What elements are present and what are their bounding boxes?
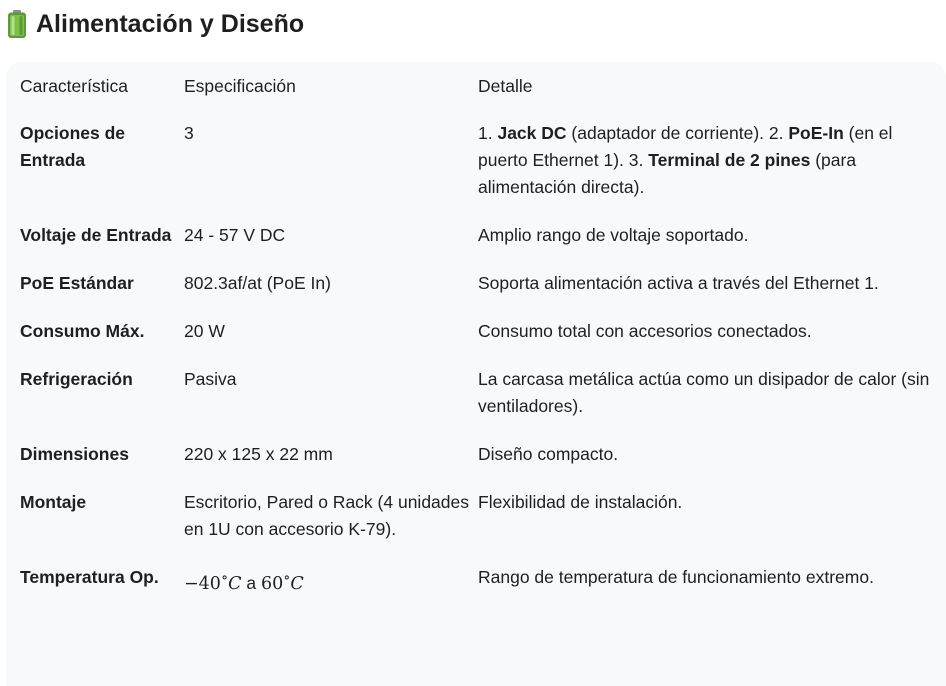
degree-symbol: ∘: [220, 569, 229, 586]
row-detail: Flexibilidad de instalación.: [478, 492, 683, 512]
row-feature: Refrigeración: [20, 369, 133, 389]
section-title: Alimentación y Diseño: [36, 9, 305, 38]
row-feature: Consumo Máx.: [20, 321, 145, 341]
row-spec: 3: [184, 123, 194, 143]
detail-text: (adaptador de corriente). 2.: [566, 123, 789, 143]
temperature-high-math: [260, 569, 304, 594]
table-header-row: [6, 62, 946, 110]
row-spec: 20 W: [184, 321, 225, 341]
table-row: [6, 222, 946, 270]
detail-bold: PoE-In: [788, 123, 844, 143]
section-heading: [6, 6, 304, 42]
row-spec: Pasiva: [184, 369, 237, 389]
temp-connector: a: [246, 572, 257, 593]
table-row: [6, 366, 946, 441]
row-feature: Dimensiones: [20, 444, 129, 464]
degree-symbol: ∘: [283, 569, 291, 586]
table-row: [6, 441, 946, 489]
row-feature: Montaje: [20, 492, 87, 512]
row-feature: Temperatura Op.: [20, 567, 159, 587]
temp-high: 60: [260, 573, 284, 594]
row-spec-temperature: [184, 564, 478, 619]
spec-table: [6, 62, 946, 619]
row-spec: 802.3af/at (PoE In): [184, 273, 331, 293]
row-detail: La carcasa metálica actúa como un disipador de calor (sin ventiladores).: [478, 369, 930, 416]
row-spec: Escritorio, Pared o Rack (4 unidades en 1U con accesorio K-79).: [184, 492, 469, 539]
table-row: [6, 318, 946, 366]
table-row: [6, 489, 946, 564]
table-row: [6, 564, 946, 619]
row-detail: Soporta alimentación activa a través del Ethernet 1.: [478, 273, 879, 293]
battery-icon: [6, 9, 28, 39]
row-detail: Diseño compacto.: [478, 444, 619, 464]
row-detail: Rango de temperatura de funcionamiento extremo.: [478, 567, 874, 587]
row-feature: Voltaje de Entrada: [20, 225, 172, 245]
detail-text: 1.: [478, 123, 498, 143]
temperature-range-math: [184, 569, 242, 594]
temp-low: −40: [184, 573, 221, 594]
header-detail: Detalle: [478, 76, 533, 96]
row-detail: Consumo total con accesorios conectados.: [478, 321, 812, 341]
detail-text: (en el puerto Ethernet 1). 3.: [478, 123, 893, 170]
table-row: [6, 270, 946, 318]
temp-unit: C: [290, 573, 304, 594]
detail-text: (para alimentación directa).: [478, 150, 857, 197]
row-spec: 24 - 57 V DC: [184, 225, 286, 245]
spec-table-container: [6, 62, 946, 686]
row-detail: [478, 110, 946, 222]
header-spec: Especificación: [184, 76, 296, 96]
table-row: [6, 110, 946, 222]
temp-unit: C: [228, 573, 242, 594]
detail-bold: Jack DC: [497, 123, 567, 143]
row-spec: 220 x 125 x 22 mm: [184, 444, 333, 464]
row-feature: PoE Estándar: [20, 273, 134, 293]
row-detail: Amplio rango de voltaje soportado.: [478, 225, 749, 245]
row-feature: Opciones de Entrada: [20, 123, 126, 170]
detail-bold: Terminal de 2 pines: [648, 150, 811, 170]
header-feature: Característica: [20, 76, 128, 96]
